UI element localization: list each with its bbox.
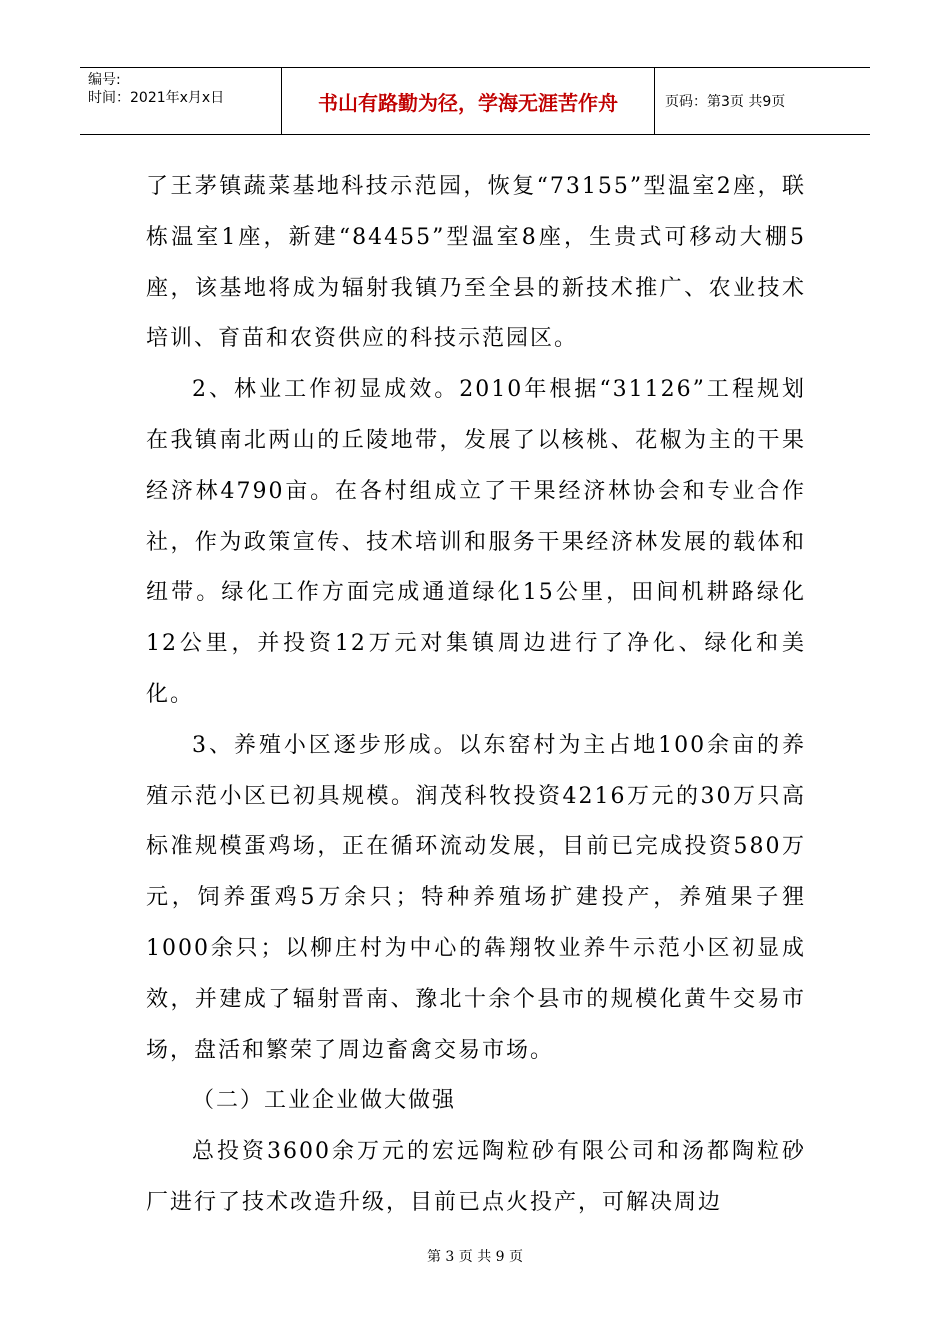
document-body	[146, 162, 806, 1229]
header-meta	[80, 68, 282, 134]
paragraph-forestry: 2、林业工作初显成效。2010年根据“31126”工程规划在我镇南北两山的丘陵地带，发展了以核桃、花椒为主的干果经济林4790亩。在各村组成立了干果经济林协会和专业合作社，作为政策宣传、技术培训和服务干果经济林发展的载体和纽带。绿化工作方面完成通道绿化15公里，田间机耕路绿化12公里，并投资12万元对集镇周边进行了净化、绿化和美化。	[146, 377, 806, 707]
page-header	[80, 67, 870, 135]
header-motto: 书山有路勤为径，学海无涯苦作舟	[282, 68, 655, 134]
document-time: 时间：2021年x月x日	[88, 90, 225, 106]
header-page-info: 页码：第3页 共9页	[665, 94, 786, 110]
page-footer: 第 3 页 共 9 页	[426, 1249, 524, 1265]
section-heading-industry: （二）工业企业做大做强	[192, 1088, 457, 1114]
document-number-label: 编号:	[88, 72, 121, 88]
paragraph-breeding: 3、养殖小区逐步形成。以东窑村为主占地100余亩的养殖示范小区已初具规模。润茂科牧投资4216万元的30万只高标准规模蛋鸡场，正在循环流动发展，目前已完成投资580万元，饲养蛋鸡5万余只；特种养殖场扩建投产，养殖果子狸1000余只；以柳庄村为中心的犇翔牧业养牛示范小区初显成效，并建成了辐射晋南、豫北十余个县市的规模化黄牛交易市场，盘活和繁荣了周边畜禽交易市场。	[146, 732, 806, 1063]
paragraph-industry: 总投资3600余万元的宏远陶粒砂有限公司和汤都陶粒砂厂进行了技术改造升级，目前已点火投产，可解决周边	[146, 1139, 806, 1215]
paragraph-continuation: 了王茅镇蔬菜基地科技示范园，恢复“73155”型温室2座，联栋温室1座，新建“84455”型温室8座，生贵式可移动大棚5座，该基地将成为辐射我镇乃至全县的新技术推广、农业技术培训、育苗和农资供应的科技示范园区。	[146, 174, 806, 352]
